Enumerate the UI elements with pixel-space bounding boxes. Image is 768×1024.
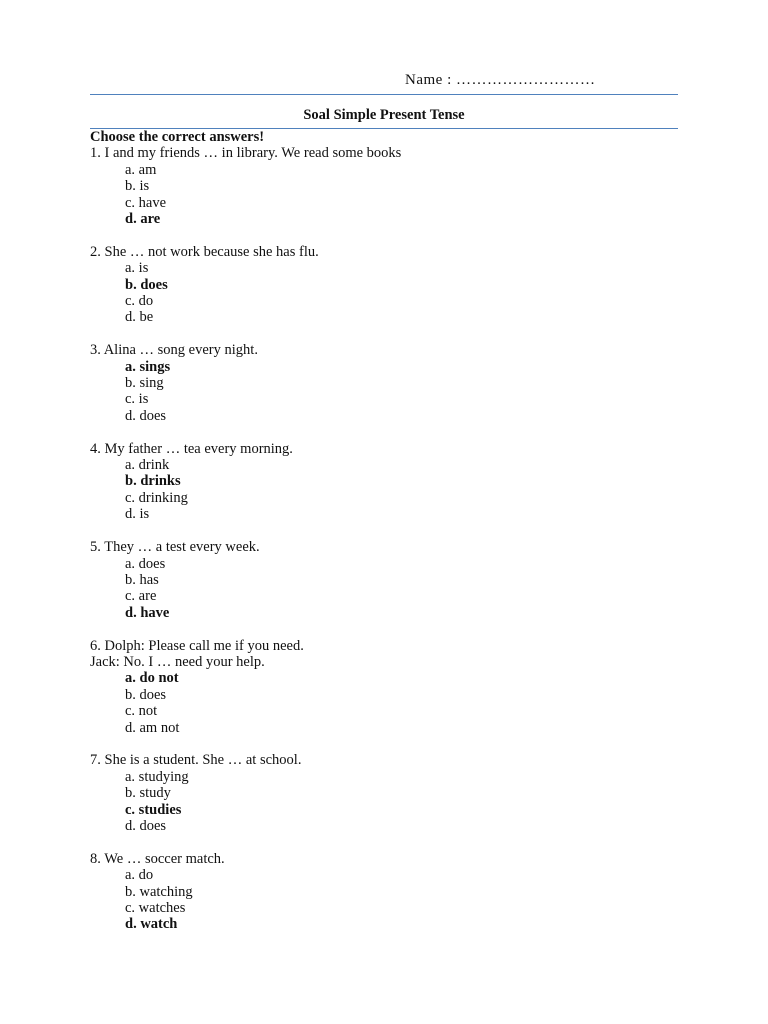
option-item: b. sing bbox=[125, 375, 164, 392]
option-item: c. drinking bbox=[125, 489, 188, 506]
option-item: c. is bbox=[125, 391, 149, 408]
top-divider bbox=[90, 94, 678, 95]
option-item: d. am not bbox=[125, 719, 180, 736]
option-item: b. is bbox=[125, 178, 150, 195]
option-item: b. has bbox=[125, 571, 159, 588]
question-7 bbox=[90, 752, 678, 834]
option-item: c. do bbox=[125, 293, 154, 310]
option-item: b. study bbox=[125, 785, 171, 802]
answer-option: a. do not bbox=[125, 670, 179, 687]
option-item: a. is bbox=[125, 260, 149, 277]
answer-option: b. does bbox=[125, 276, 168, 293]
question-text: 5. They … a test every week. bbox=[90, 539, 260, 556]
instruction-text: Choose the correct answers! bbox=[90, 129, 265, 145]
option-item: c. not bbox=[125, 703, 158, 720]
option-item: c. watches bbox=[125, 899, 186, 916]
answer-option: d. have bbox=[125, 604, 170, 621]
question-text: 1. I and my friends … in library. We read some books bbox=[90, 145, 402, 162]
question-text: 8. We … soccer match. bbox=[90, 850, 225, 867]
option-list bbox=[90, 457, 678, 523]
answer-option: a. sings bbox=[125, 358, 171, 375]
name-field-label: Name : ……………………… bbox=[405, 72, 596, 88]
question-list bbox=[90, 129, 678, 949]
option-list bbox=[90, 670, 678, 736]
question-1 bbox=[90, 145, 678, 227]
question-text: Jack: No. I … need your help. bbox=[90, 653, 265, 670]
option-list bbox=[90, 359, 678, 425]
option-item: d. does bbox=[125, 407, 167, 424]
question-5 bbox=[90, 539, 678, 621]
option-item: b. does bbox=[125, 686, 167, 703]
question-3 bbox=[90, 342, 678, 424]
option-list bbox=[90, 162, 678, 228]
option-list bbox=[90, 867, 678, 933]
option-item: d. does bbox=[125, 817, 167, 834]
answer-option: c. studies bbox=[125, 801, 182, 818]
answer-option: d. are bbox=[125, 211, 161, 228]
option-item: a. studying bbox=[125, 768, 189, 785]
question-6 bbox=[90, 638, 678, 736]
question-4 bbox=[90, 441, 678, 523]
worksheet-title: Soal Simple Present Tense bbox=[303, 107, 465, 123]
answer-option: d. watch bbox=[125, 916, 178, 933]
option-list bbox=[90, 769, 678, 835]
option-item: a. am bbox=[125, 161, 157, 178]
option-item: d. be bbox=[125, 309, 154, 326]
option-list bbox=[90, 260, 678, 326]
option-list bbox=[90, 556, 678, 622]
question-text: 6. Dolph: Please call me if you need. bbox=[90, 637, 304, 654]
option-item: a. do bbox=[125, 867, 154, 884]
option-item: c. have bbox=[125, 194, 167, 211]
option-item: b. watching bbox=[125, 883, 193, 900]
question-text: 4. My father … tea every morning. bbox=[90, 440, 293, 457]
question-text: 3. Alina … song every night. bbox=[90, 342, 258, 359]
option-item: a. drink bbox=[125, 457, 170, 474]
question-text: 2. She … not work because she has flu. bbox=[90, 243, 319, 260]
answer-option: b. drinks bbox=[125, 473, 181, 490]
question-2 bbox=[90, 244, 678, 326]
option-item: a. does bbox=[125, 555, 166, 572]
question-text: 7. She is a student. She … at school. bbox=[90, 752, 302, 769]
option-item: d. is bbox=[125, 506, 150, 523]
option-item: c. are bbox=[125, 588, 157, 605]
question-8 bbox=[90, 851, 678, 933]
questions-container bbox=[90, 145, 678, 932]
